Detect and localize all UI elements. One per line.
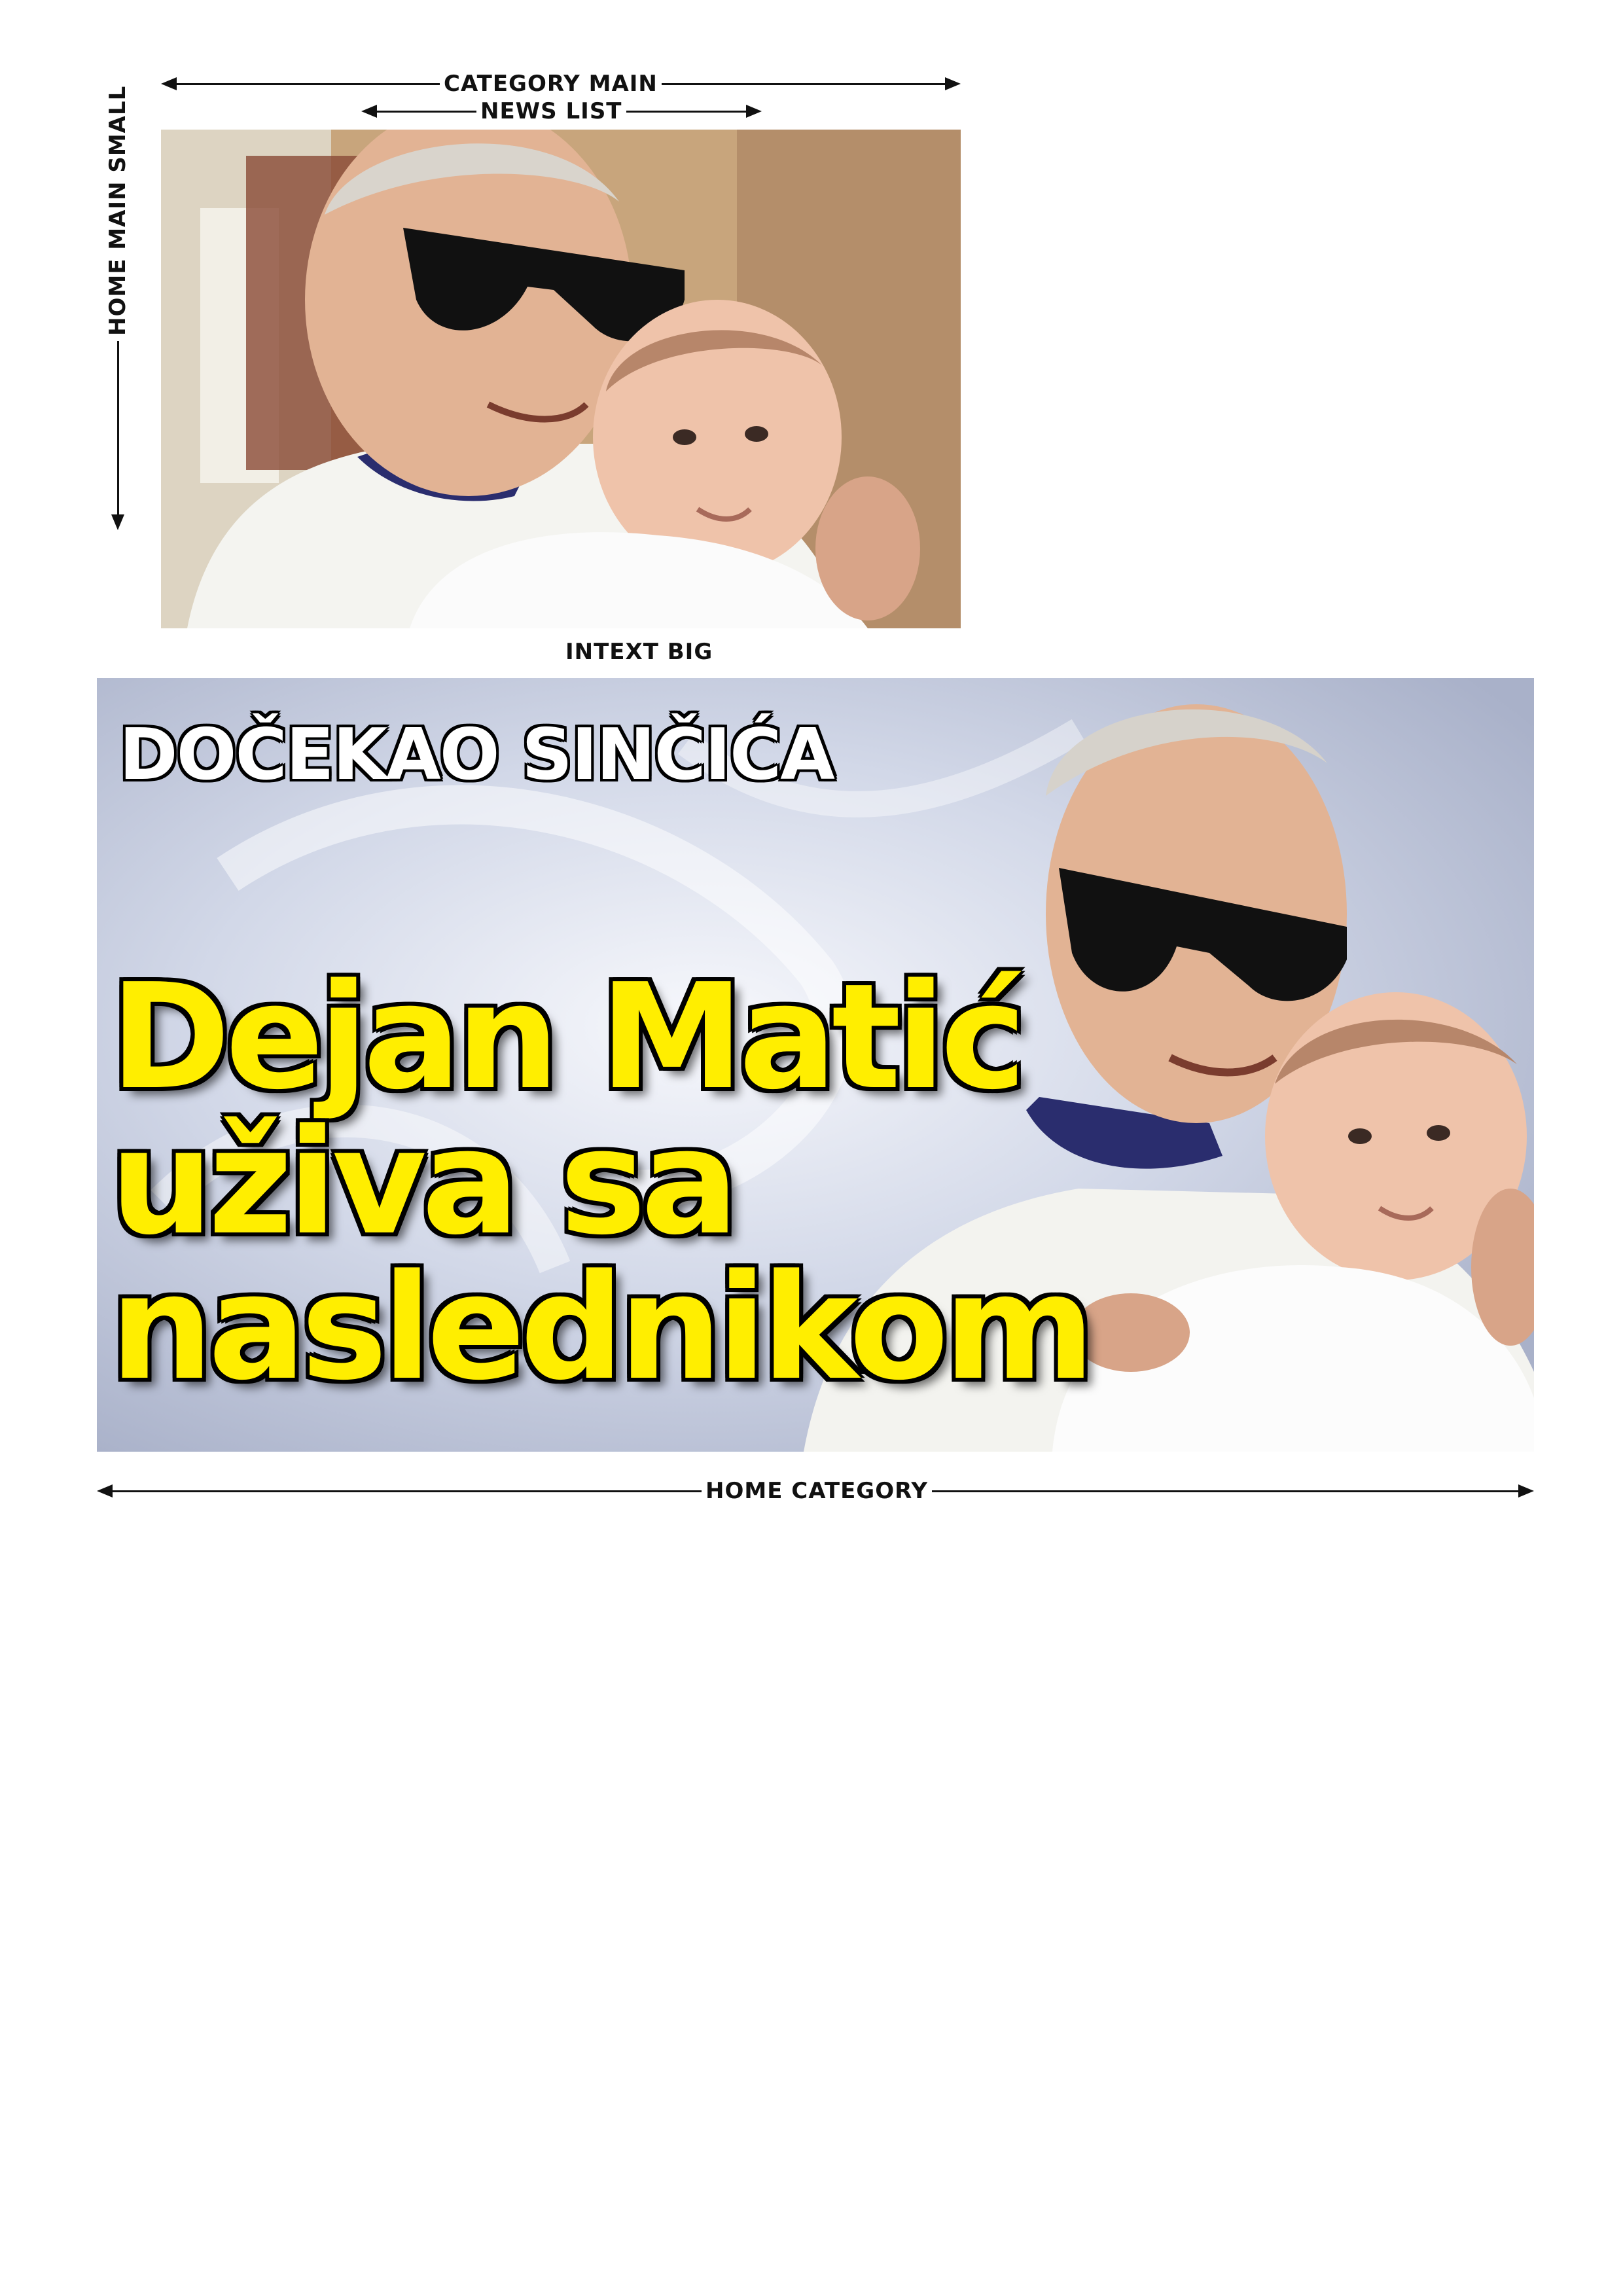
home-category-label: HOME CATEGORY: [702, 1478, 932, 1504]
news-list-label: NEWS LIST: [476, 98, 626, 124]
category-main-label: CATEGORY MAIN: [440, 71, 662, 97]
headline-line-1: Dejan Matić: [110, 953, 1022, 1122]
category-main-dimension: [161, 71, 961, 97]
home-main-small-label: HOME MAIN SMALL: [105, 81, 131, 341]
father-baby-photo: [161, 130, 961, 628]
news-list-dimension: [361, 98, 762, 124]
banner-headline: [110, 953, 1090, 1412]
intext-big-dimension: [97, 639, 1534, 668]
home-category-dimension: [97, 1478, 1534, 1504]
home-main-small-dimension: [105, 85, 131, 530]
news-photo-small: [161, 130, 961, 628]
news-banner: [97, 678, 1534, 1452]
intext-big-label: INTEXT BIG: [565, 639, 713, 665]
headline-line-2: uživa sa: [110, 1098, 734, 1267]
headline-line-3: naslednikom: [110, 1244, 1090, 1412]
banner-kicker: DOČEKAO SINČIĆA: [119, 714, 834, 796]
